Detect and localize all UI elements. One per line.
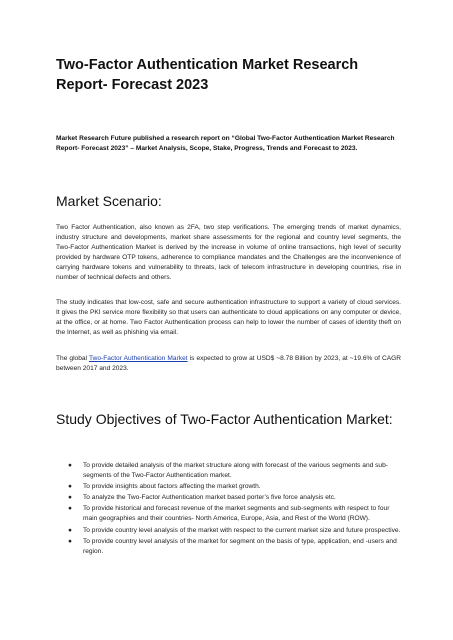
market-link[interactable]: Two-Factor Authentication Market — [88, 355, 188, 362]
scenario-paragraph-1: Two Factor Authentication, also known as 2FA, two step verifications. The emerging trends of market dynamics, industry structure and developments, market share assessments for the regional and country level segments, the Two-Factor Authentication Market is derived by the increase in volume of online transactions, high level of security provided by hardware OTP tokens, adherence to compliance mandates and the Challenges are the inconvenience of carrying hardware tokens and vulnerability to threats, lack of telecom infrastructure in developing countries, rise in number of technical defects and others. — [56, 224, 401, 282]
scenario-paragraph-3 — [56, 354, 401, 374]
list-item-text: To provide historical and forecast revenue of the market segments and sub-segments with respect to four main geographies and their countries- North America, Europe, Asia, and Rest of the World (ROW). — [83, 505, 390, 523]
list-item-text: To provide detailed analysis of the market structure along with forecast of the various segments and sub-segments of the Two-Factor Authentication market. — [83, 462, 388, 480]
bullet-icon: ● — [68, 526, 72, 534]
list-item — [56, 537, 401, 557]
objectives-list — [56, 461, 401, 558]
list-item — [56, 493, 401, 503]
paragraph-text: is expected to grow at USD$ ~8.78 Billion by 2023, at ~19.6% of CAGR between 2017 and 2023. — [56, 355, 401, 373]
market-scenario-heading: Market Scenario: — [56, 193, 162, 209]
bullet-icon: ● — [68, 494, 72, 502]
list-item — [56, 526, 401, 536]
scenario-paragraph-2: The study indicates that low-cost, safe and secure authentication infrastructure to support a variety of cloud services. It gives the PKI service more flexibility so that users can authenticate to cloud applications on any computer or device, at the office, or at home. Two Factor Authentication process can help to lower the number of cases of identity theft on the Internet, as well as phishing via email. — [56, 299, 401, 337]
list-item-text: To provide insights about factors affecting the market growth. — [83, 483, 261, 491]
list-item — [56, 504, 401, 524]
list-item — [56, 461, 401, 481]
lead-paragraph: Market Research Future published a research report on “Global Two-Factor Authentication Market Research Report- Forecast 2023” – Market Analysis, Scope, Stake, Progress, Trends and Forecast to 2023. — [56, 135, 395, 153]
paragraph-text: The global — [56, 355, 89, 362]
list-item — [56, 482, 401, 492]
list-item-text: To analyze the Two-Factor Authentication market based porter’s five force analysis etc. — [83, 494, 336, 502]
bullet-icon: ● — [68, 462, 72, 469]
list-item-text: To provide country level analysis of the market with respect to the current market size and future prospective. — [83, 526, 401, 534]
document-title: Two-Factor Authentication Market Research Report- Forecast 2023 — [56, 57, 359, 93]
bullet-icon: ● — [68, 505, 72, 513]
bullet-icon: ● — [68, 537, 72, 545]
bullet-icon: ● — [68, 483, 72, 491]
study-objectives-heading: Study Objectives of Two-Factor Authentication Market: — [56, 411, 393, 427]
list-item-text: To provide country level analysis of the market for segment on the basis of type, application, end -users and region. — [83, 537, 397, 555]
